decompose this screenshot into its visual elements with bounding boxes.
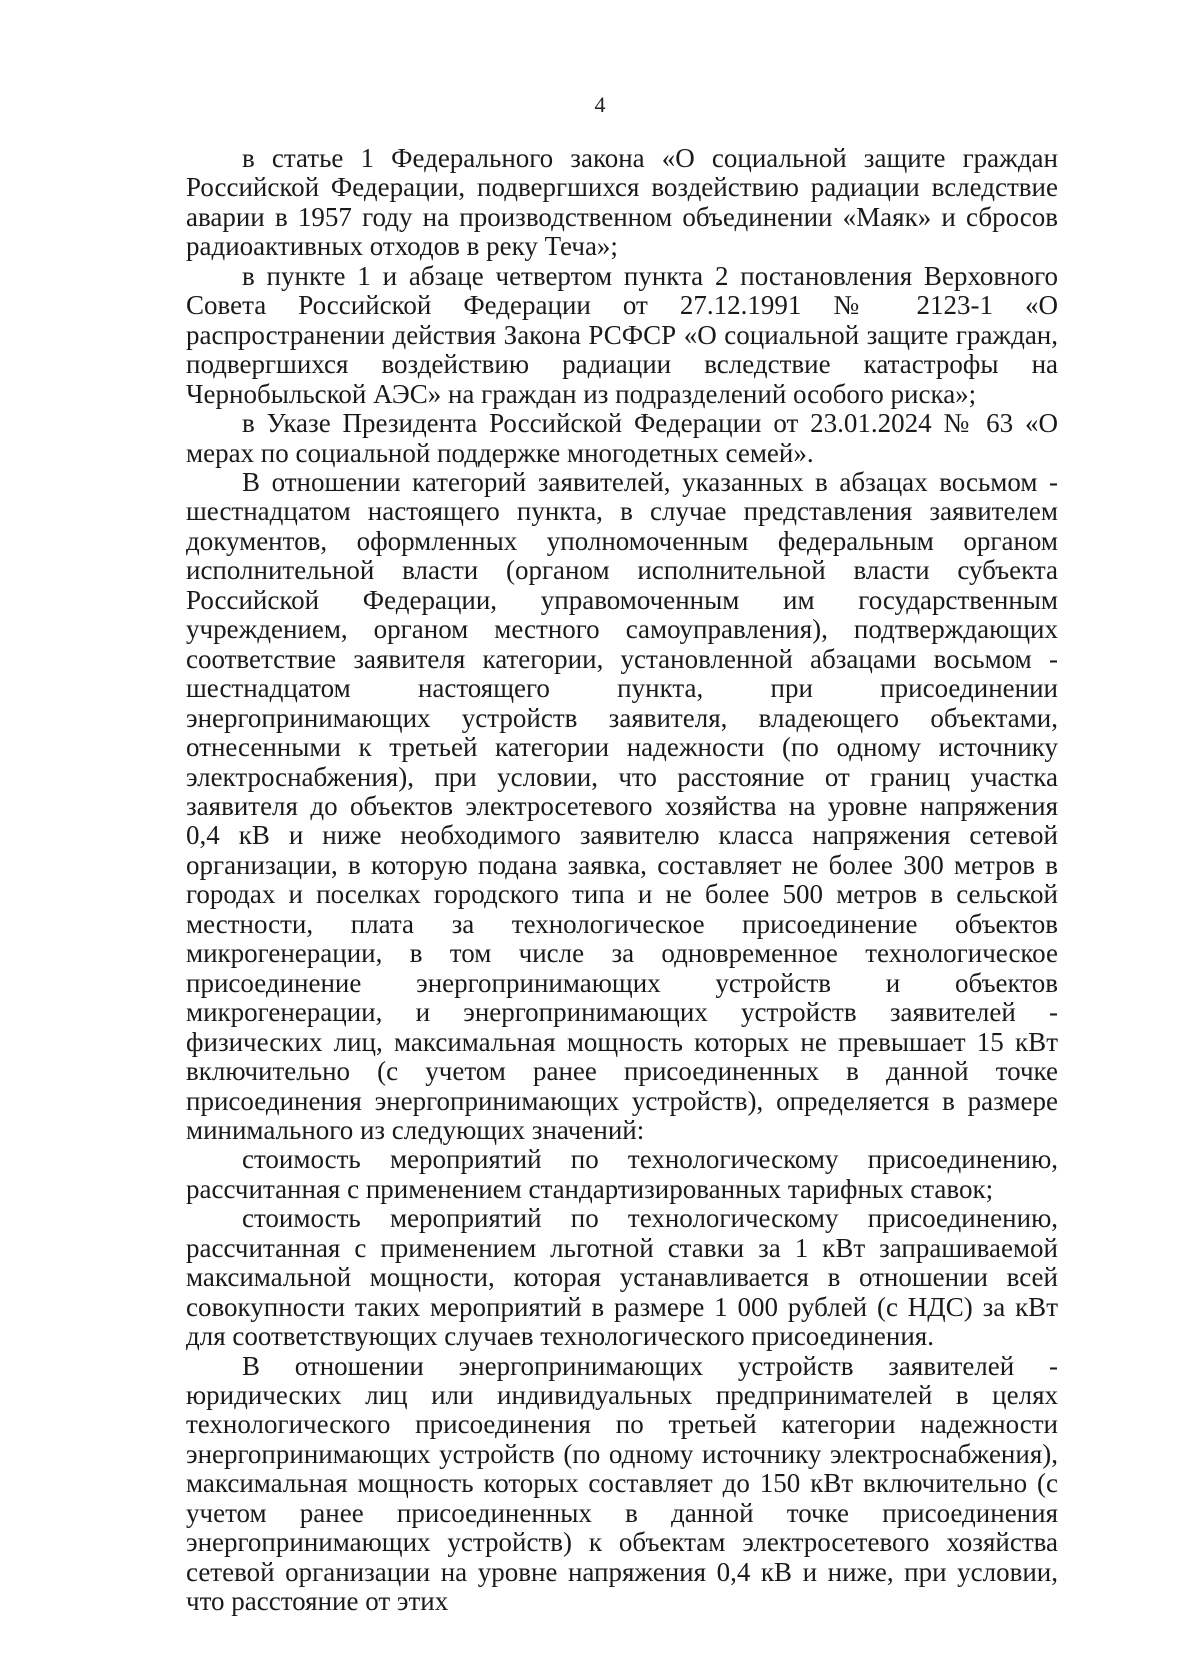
paragraph: В отношении категорий заявителей, указанных в абзацах восьмом - шестнадцатом настоящего пункта, в случае представления заявителем документов, оформленных уполномоченным федеральным органом исполнительной власти (органом исполнительной власти субъекта Российской Федерации, управомоченным им государственным учреждением, органом местного самоуправления), подтверждающих соответствие заявителя категории, установленной абзацами восьмом - шестнадцатом настоящего пункта, при присоединении энергопринимающих устройств заявителя, владеющего объектами, отнесенными к третьей категории надежности (по одному источнику электроснабжения), при условии, что расстояние от границ участка заявителя до объектов электросетевого хозяйства на уровне напряжения 0,4 кВ и ниже необходимого заявителю класса напряжения сетевой организации, в которую подана заявка, составляет не более 300 метров в городах и поселках городского типа и не более 500 метров в сельской местности, плата за технологическое присоединение объектов микрогенерации, в том числе за одновременное технологическое присоединение энергопринимающих устройств и объектов микрогенерации, и энергопринимающих устройств заявителей - физических лиц, максимальная мощность которых не превышает 15 кВт включительно (с учетом ранее присоединенных в данной точке присоединения энергопринимающих устройств), определяется в размере минимального из следующих значений: bbox=[186, 466, 1058, 1145]
document-body bbox=[186, 144, 1058, 1617]
paragraph: стоимость мероприятий по технологическому присоединению, рассчитанная с применением льготной ставки за 1 кВт запрашиваемой максимальной мощности, которая устанавливается в отношении всей совокупности таких мероприятий в размере 1 000 рублей (с НДС) за кВт для соответствующих случаев технологического присоединения. bbox=[186, 1203, 1058, 1352]
page-number: 4 bbox=[594, 92, 606, 117]
paragraph: В отношении энергопринимающих устройств заявителей - юридических лиц или индивидуальных предпринимателей в целях технологического присоединения по третьей категории надежности энергопринимающих устройств (по одному источнику электроснабжения), максимальная мощность которых составляет до 150 кВт включительно (с учетом ранее присоединенных в данной точке присоединения энергопринимающих устройств) к объектам электросетевого хозяйства сетевой организации на уровне напряжения 0,4 кВ и ниже, при условии, что расстояние от этих bbox=[186, 1350, 1058, 1617]
paragraph: стоимость мероприятий по технологическому присоединению, рассчитанная с применением стандартизированных тарифных ставок; bbox=[186, 1144, 1058, 1204]
paragraph: в пункте 1 и абзаце четвертом пункта 2 постановления Верховного Совета Российской Федерации от 27.12.1991 № 2123-1 «О распространении действия Закона РСФСР «О социальной защите граждан, подвергшихся воздействию радиации вследствие катастрофы на Чернобыльской АЭС» на граждан из подразделений особого риска»; bbox=[186, 260, 1058, 409]
paragraph: в Указе Президента Российской Федерации от 23.01.2024 № 63 «О мерах по социальной поддержке многодетных семей». bbox=[186, 408, 1058, 468]
paragraph: в статье 1 Федерального закона «О социальной защите граждан Российской Федерации, подвергшихся воздействию радиации вследствие аварии в 1957 году на производственном объединении «Маяк» и сбросов радиоактивных отходов в реку Теча»; bbox=[186, 143, 1058, 262]
